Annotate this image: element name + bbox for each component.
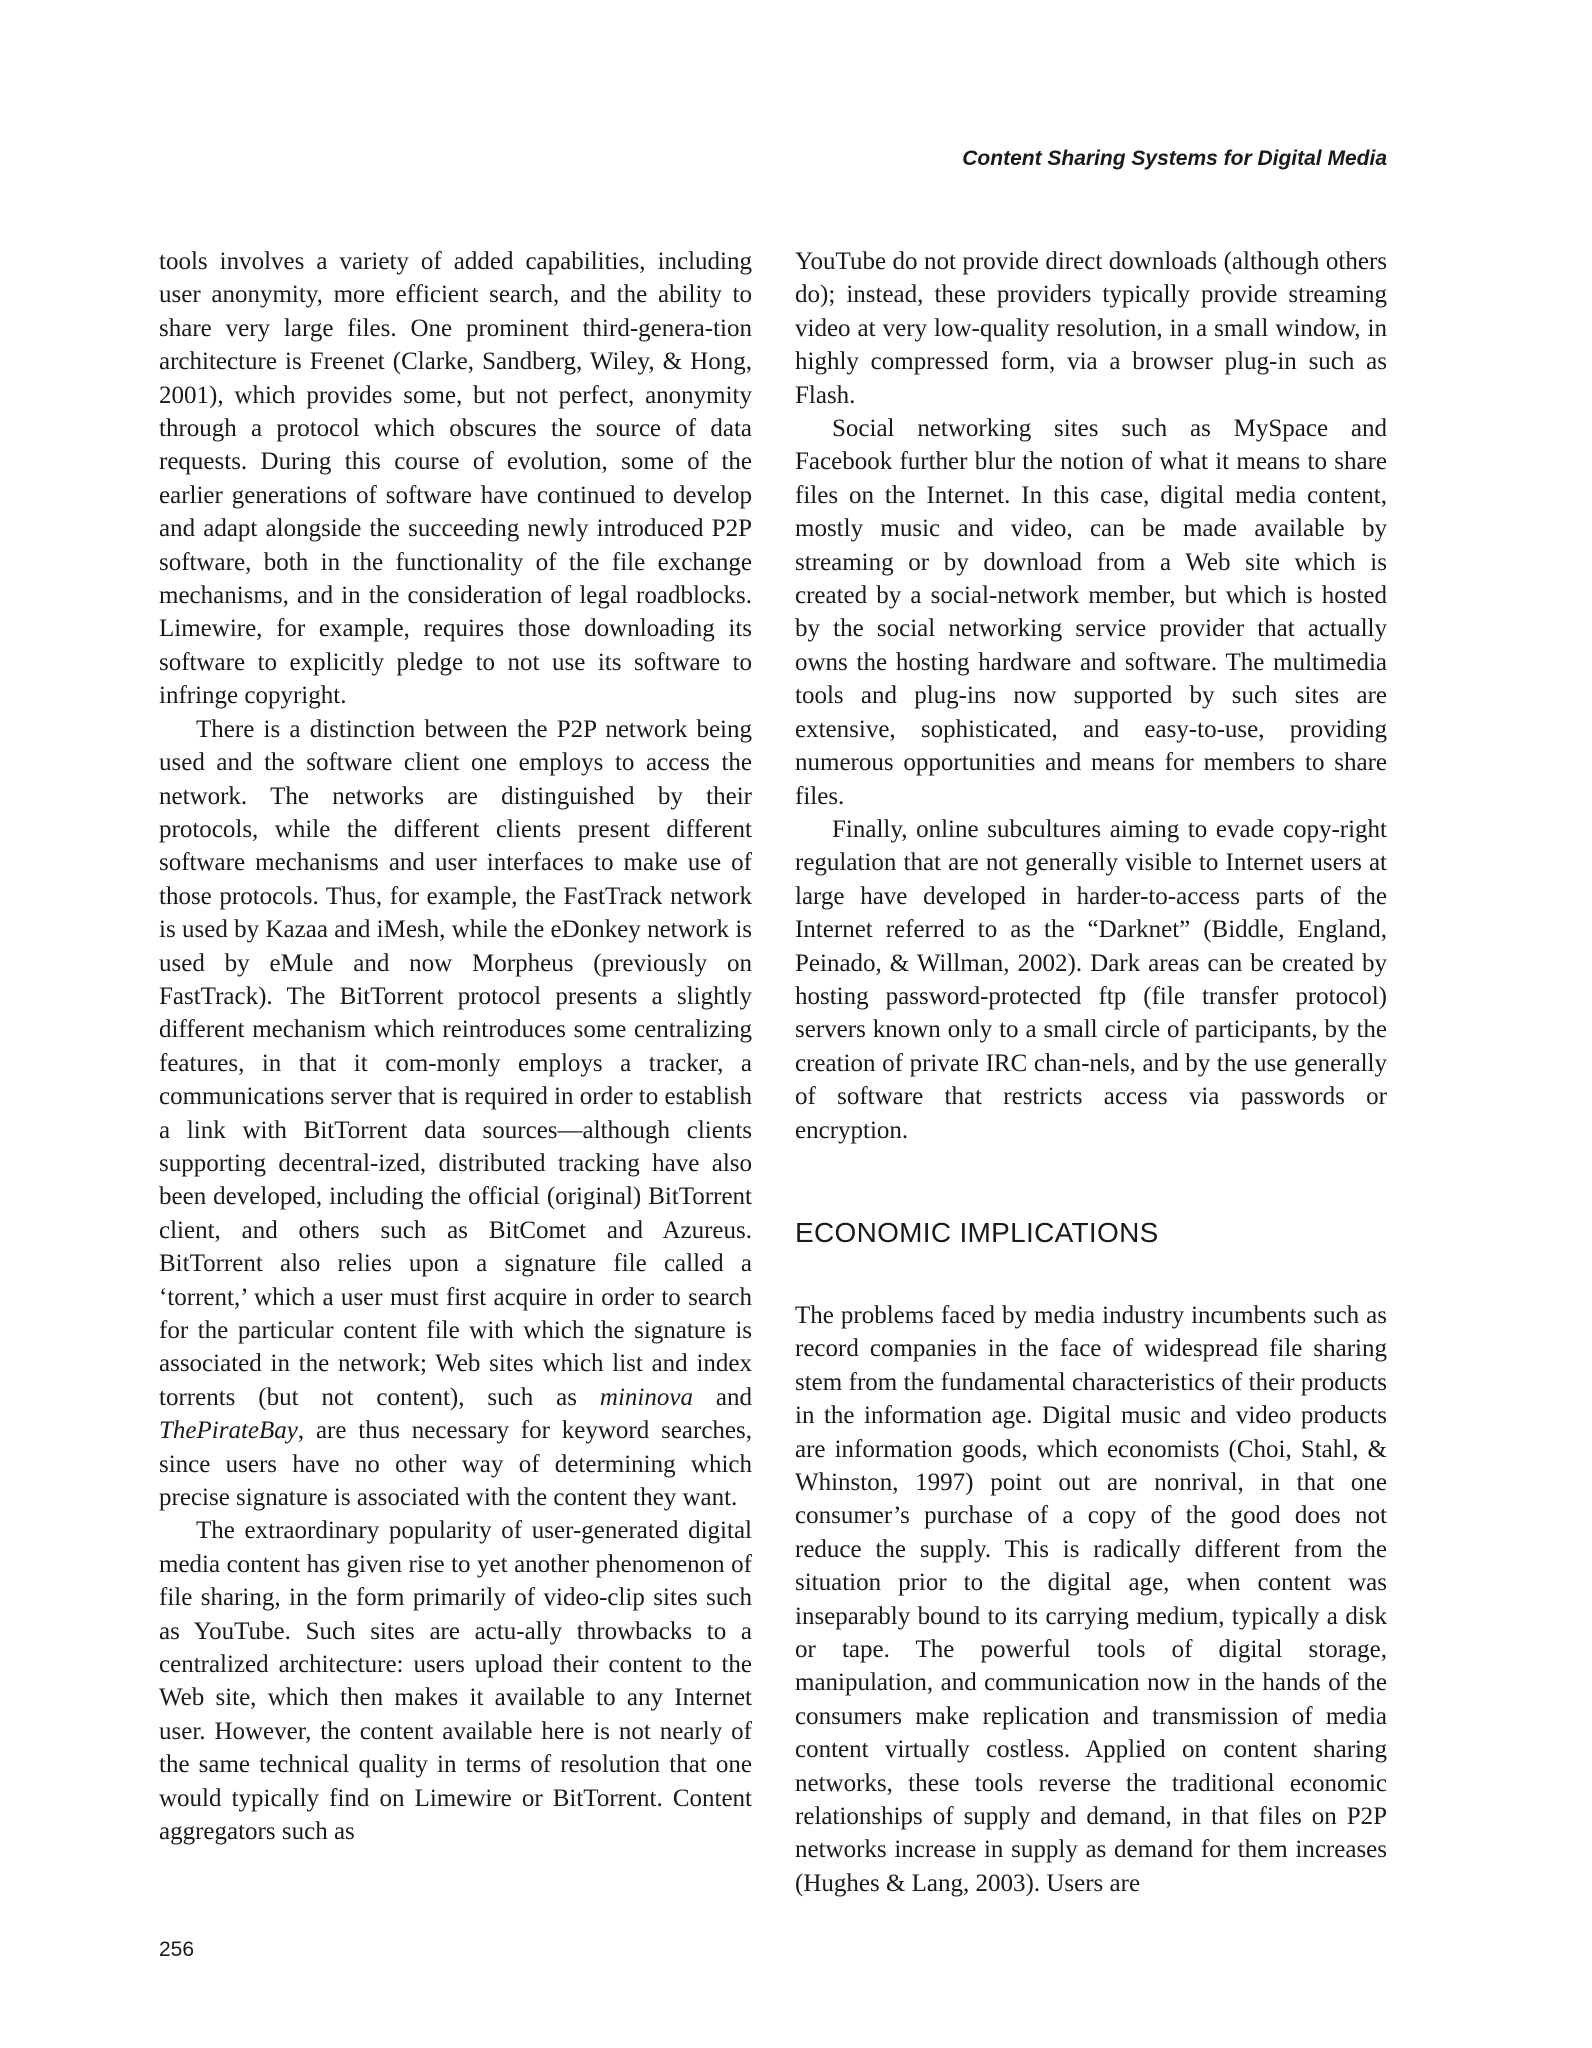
- site-name-thepiratebay: ThePirateBay: [159, 1417, 298, 1445]
- site-name-mininova: mininova: [599, 1383, 693, 1411]
- paragraph: Finally, online subcultures aiming to evade copy-right regulation that are not generally visible to Internet users at large have developed in harder-to-access parts of the Internet referred to as the “Darknet” (Biddle, England, Peinado, & Willman, 2002). Dark areas can be created by hosting password-protected ftp (file transfer protocol) servers known only to a small circle of participants, by the creation of private IRC chan-nels, and by the use generally of software that restricts access via passwords or encryption.: [795, 815, 1387, 1144]
- paragraph: tools involves a variety of added capabilities, including user anonymity, more efficient search, and the ability to share very large files. One prominent third-genera-tion architecture is Freenet (Clarke, Sandberg, Wiley, & Hong, 2001), which provides some, but not perfect, anonymity through a protocol which obscures the source of data requests. During this course of evolution, some of the earlier generations of software have continued to develop and adapt alongside the succeeding newly introduced P2P software, both in the functionality of the file exchange mechanisms, and in the consideration of legal roadblocks. Limewire, for example, requires those downloading its software to explicitly pledge to not use its software to infringe copyright.: [159, 248, 752, 710]
- paragraph: [159, 713, 752, 1515]
- section-heading: ECONOMIC IMPLICATIONS: [795, 1216, 1159, 1248]
- paragraph: Social networking sites such as MySpace and Facebook further blur the notion of what it means to share files on the Internet. In this case, digital media content, mostly music and video, can be made available by streaming or by download from a Web site which is created by a social-network member, but which is hosted by the social networking service provider that actually owns the hosting hardware and software. The multimedia tools and plug-ins now supported by such sites are extensive, sophisticated, and easy-to-use, providing numerous opportunities and means for members to share files.: [795, 415, 1387, 810]
- paragraph: The extraordinary popularity of user-generated digital media content has given rise to yet another phenomenon of file sharing, in the form primarily of video-clip sites such as YouTube. Such sites are actu-ally throwbacks to a centralized architecture: users upload their content to the Web site, which then makes it available to any Internet user. However, the content available here is not nearly of the same technical quality in terms of resolution that one would typically find on Limewire or BitTorrent. Content aggregators such as: [159, 1517, 752, 1846]
- right-column: [795, 245, 1387, 1900]
- left-column: [159, 245, 752, 1849]
- conjunction: and: [692, 1383, 752, 1411]
- running-head: Content Sharing Systems for Digital Media: [962, 147, 1387, 170]
- page-number: 256: [159, 1938, 195, 1961]
- paragraph: YouTube do not provide direct downloads (although others do); instead, these providers typically provide streaming video at very low-quality resolution, in a small window, in highly compressed form, via a browser plug-in such as Flash.: [795, 248, 1387, 409]
- paragraph-text: , are thus necessary for keyword searches, since users have no other way of determining which precise signature is associated with the content they want.: [159, 1417, 752, 1512]
- paragraph-text: There is a distinction between the P2P network being used and the software client one employs to access the network. The networks are distinguished by their protocols, while the different clients present different software mechanisms and user interfaces to make use of those protocols. Thus, for example, the FastTrack network is used by Kazaa and iMesh, while the eDonkey network is used by eMule and now Morpheus (previously on FastTrack). The BitTorrent protocol presents a slightly different mechanism which reintroduces some centralizing features, in that it com-monly employs a tracker, a communications server that is required in order to establish a link with BitTorrent data sources—although clients supporting decentral-ized, distributed tracking have also been developed, including the official (original) BitTorrent client, and others such as BitComet and Azureus. BitTorrent also relies upon a signature file called a ‘torrent,’ which a user must first acquire in order to search for the particular content file with which the signature is associated in the network; Web sites which list and index torrents (but not content), such as: [159, 715, 752, 1411]
- paragraph: The problems faced by media industry incumbents such as record companies in the face of widespread file sharing stem from the fundamental characteristics of their products in the information age. Digital music and video products are information goods, which economists (Choi, Stahl, & Whinston, 1997) point out are nonrival, in that one consumer’s purchase of a copy of the good does not reduce the supply. This is radically different from the situation prior to the digital age, when content was inseparably bound to its carrying medium, typically a disk or tape. The powerful tools of digital storage, manipulation, and communication now in the hands of the consumers make replication and transmission of media content virtually costless. Applied on content sharing networks, these tools reverse the traditional economic relationships of supply and demand, in that files on P2P networks increase in supply as demand for them increases (Hughes & Lang, 2003). Users are: [795, 1301, 1387, 1897]
